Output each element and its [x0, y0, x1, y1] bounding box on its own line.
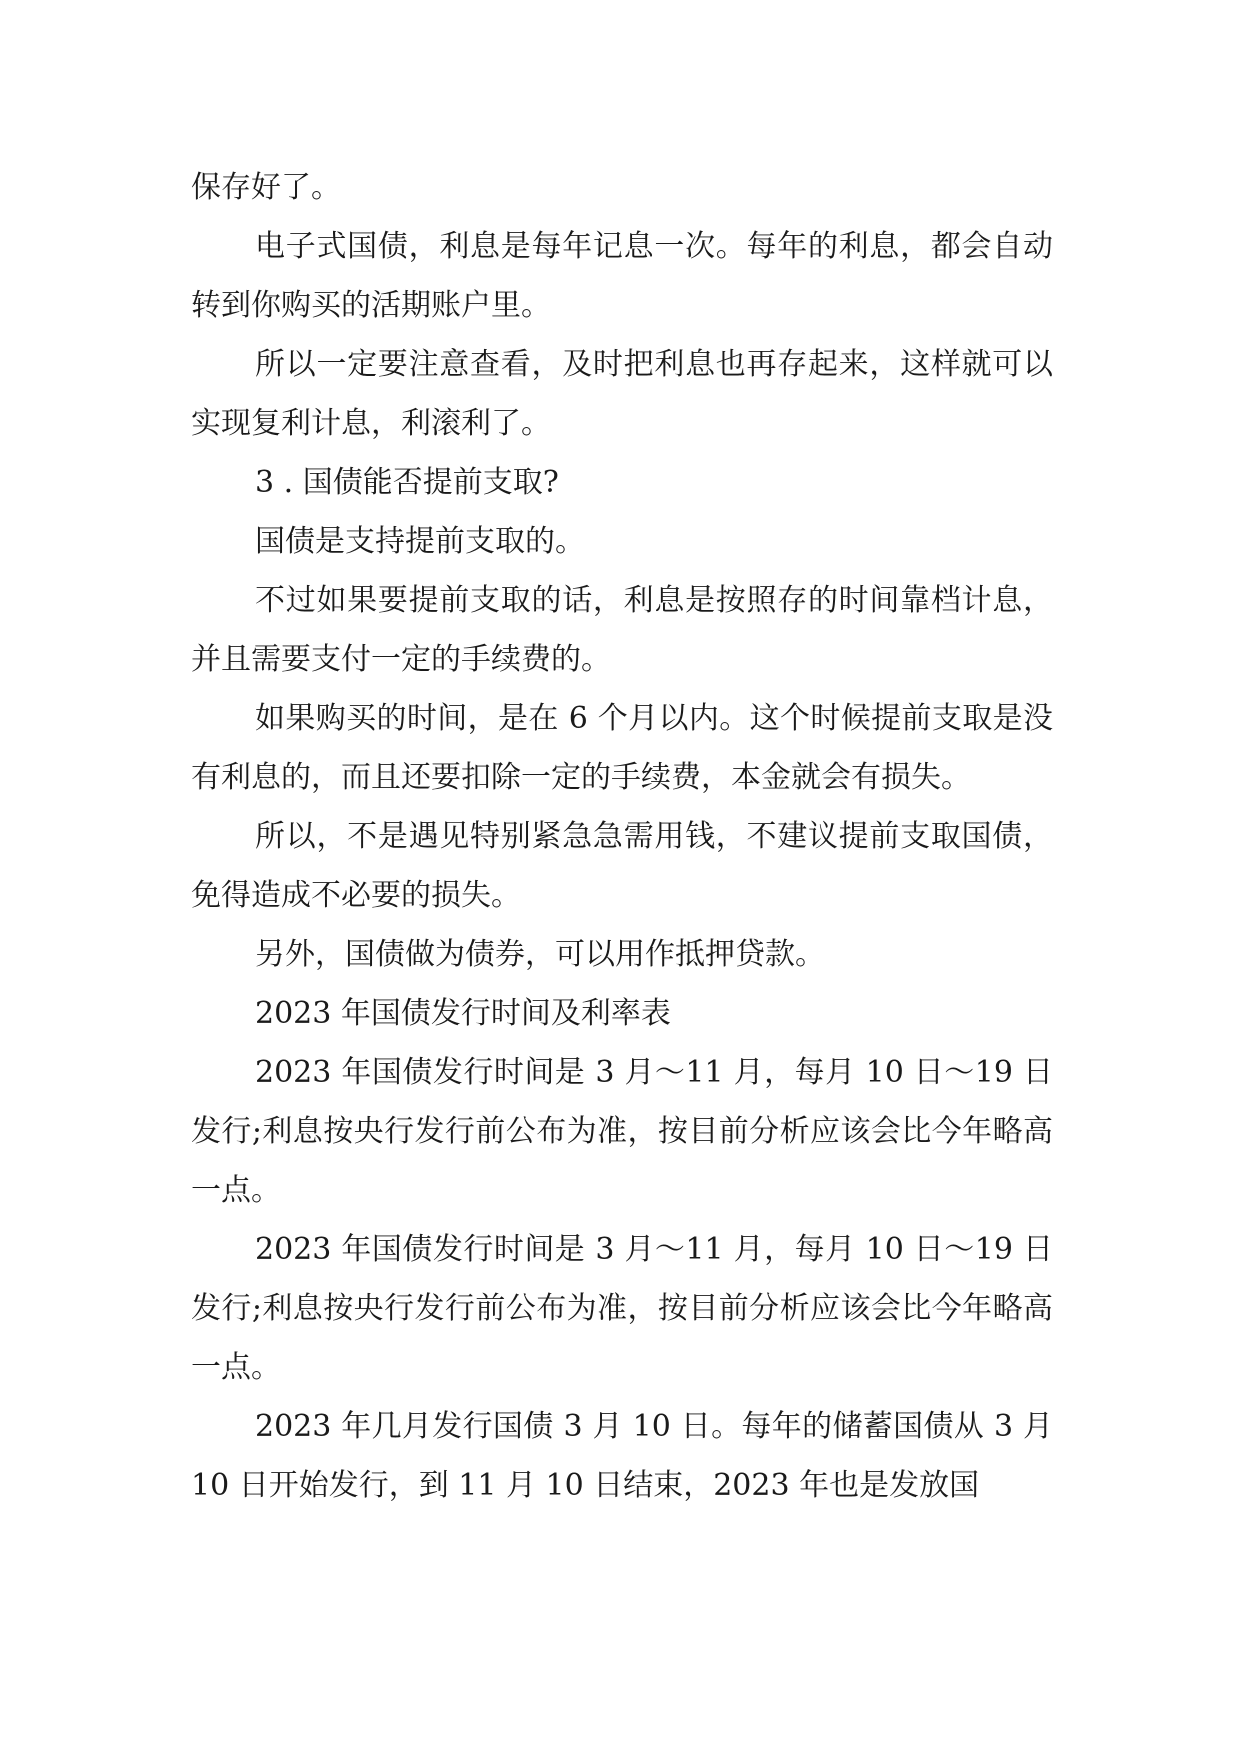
paragraph-6: 不过如果要提前支取的话，利息是按照存的时间靠档计息，并且需要支付一定的手续费的。 [191, 583, 1053, 677]
paragraph-1: 保存好了。 [191, 170, 341, 205]
paragraph-12: 2023 年国债发行时间是 3 月～11 月，每月 10 日～19 日发行;利息按央行发行前公布为准，按目前分析应该会比今年略高一点。 [191, 1232, 1053, 1385]
paragraph-5: 国债是支持提前支取的。 [255, 524, 585, 559]
paragraph-8: 所以，不是遇见特别紧急急需用钱，不建议提前支取国债，免得造成不必要的损失。 [191, 819, 1053, 913]
paragraph-9: 另外，国债做为债券，可以用作抵押贷款。 [255, 937, 825, 972]
section-title: 2023 年国债发行时间及利率表 [255, 996, 671, 1031]
paragraph-11: 2023 年国债发行时间是 3 月～11 月，每月 10 日～19 日发行;利息按央行发行前公布为准，按目前分析应该会比今年略高一点。 [191, 1055, 1053, 1208]
document-body [191, 158, 1053, 1515]
paragraph-3: 所以一定要注意查看，及时把利息也再存起来，这样就可以实现复利计息，利滚利了。 [191, 347, 1053, 441]
paragraph-2: 电子式国债，利息是每年记息一次。每年的利息，都会自动转到你购买的活期账户里。 [191, 229, 1053, 323]
section-heading-3: 3 . 国债能否提前支取? [255, 465, 559, 500]
paragraph-13: 2023 年几月发行国债 3 月 10 日。每年的储蓄国债从 3 月 10 日开始发行，到 11 月 10 日结束，2023 年也是发放国 [191, 1409, 1053, 1503]
paragraph-7: 如果购买的时间，是在 6 个月以内。这个时候提前支取是没有利息的，而且还要扣除一定的手续费，本金就会有损失。 [191, 701, 1053, 795]
